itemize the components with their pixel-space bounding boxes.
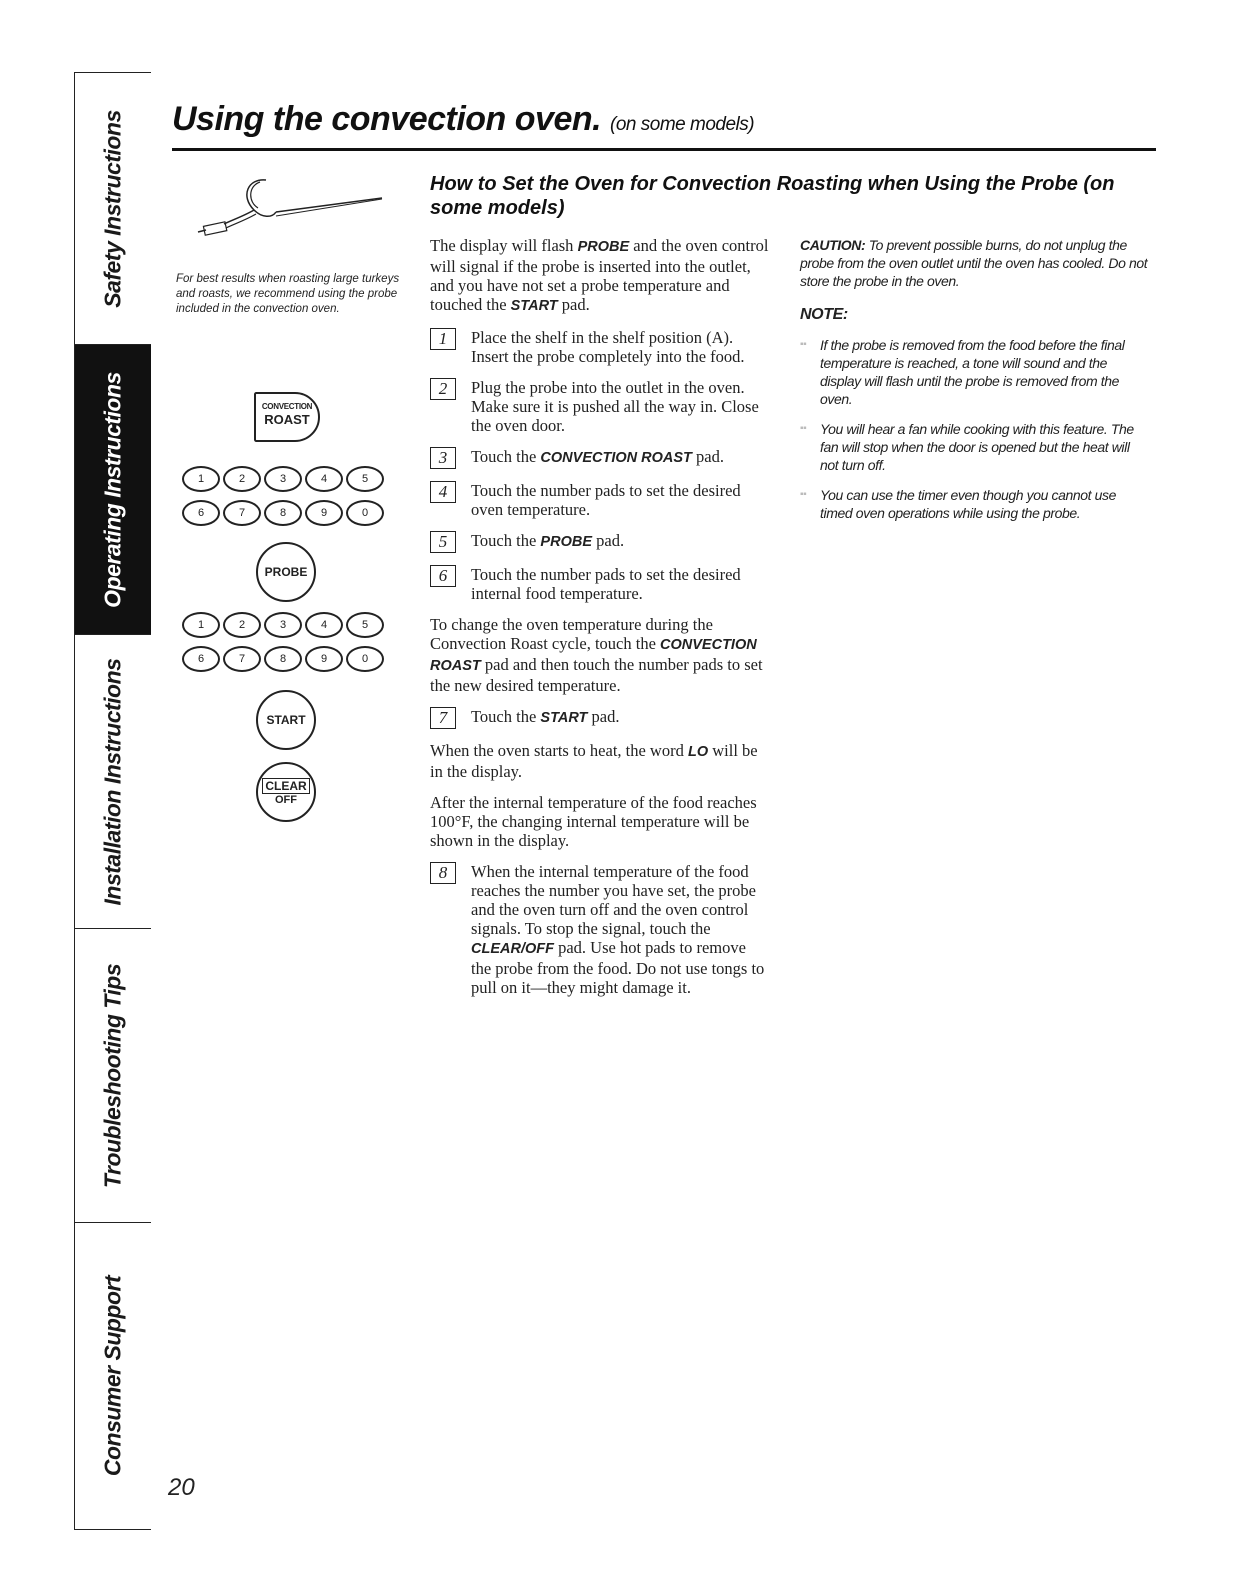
number-key[interactable]: 6 bbox=[182, 500, 220, 526]
bullet-icon: ▪▪ bbox=[800, 489, 807, 500]
step-5: 5 Touch the PROBE pad. bbox=[430, 531, 770, 553]
section-tabs bbox=[74, 72, 151, 1530]
step-3: 3 Touch the CONVECTION ROAST pad. bbox=[430, 447, 770, 469]
note-item: ▪▪ You can use the timer even though you cannot use timed oven operations while using the probe. bbox=[800, 487, 1117, 521]
number-key[interactable]: 4 bbox=[305, 612, 343, 638]
probe-caption: For best results when roasting large turkeys and roasts, we recommend using the probe included in the convection oven. bbox=[176, 273, 400, 315]
step-number: 3 bbox=[430, 447, 456, 469]
pad-label-small: CONVECTION bbox=[261, 402, 313, 411]
tab-label: Operating Instructions bbox=[99, 371, 126, 608]
page-number: 20 bbox=[168, 1474, 195, 1501]
number-pad-row bbox=[182, 466, 387, 492]
instructions-column bbox=[430, 236, 770, 1009]
step-number: 1 bbox=[430, 328, 456, 350]
step-number: 8 bbox=[430, 862, 456, 884]
title-main: Using the convection oven. bbox=[172, 100, 602, 138]
tab-label: Consumer Support bbox=[99, 1275, 126, 1477]
number-key[interactable]: 8 bbox=[264, 500, 302, 526]
change-temp-paragraph: To change the oven temperature during the Convection Roast cycle, touch the CONVECTION ROAST pad and then touch the number pads to set the new desired temperature. bbox=[430, 615, 763, 695]
note-item: ▪▪ If the probe is removed from the food before the final temperature is reached, a tone will sound and the display will flash until the probe is removed from the oven. bbox=[800, 337, 1125, 407]
caution-text: CAUTION: To prevent possible burns, do not unplug the probe from the oven outlet until the oven has cooled. Do not store the probe in the oven. bbox=[800, 237, 1148, 289]
number-key[interactable]: 4 bbox=[305, 466, 343, 492]
number-key[interactable]: 8 bbox=[264, 646, 302, 672]
caution-label: CAUTION: bbox=[800, 237, 866, 253]
number-pad-row bbox=[182, 612, 387, 638]
number-key[interactable]: 9 bbox=[305, 646, 343, 672]
start-pad[interactable] bbox=[256, 690, 316, 750]
pad-label: PROBE bbox=[264, 565, 308, 579]
step-number: 7 bbox=[430, 707, 456, 729]
step-1: 1 Place the shelf in the shelf position (A). Insert the probe completely into the food. bbox=[430, 328, 770, 366]
pad-label-big: ROAST bbox=[264, 412, 310, 427]
tab-troubleshooting-tips[interactable] bbox=[75, 929, 151, 1223]
number-key[interactable]: 5 bbox=[346, 612, 384, 638]
step-4: 4 Touch the number pads to set the desired oven temperature. bbox=[430, 481, 770, 519]
number-key[interactable]: 1 bbox=[182, 612, 220, 638]
number-key[interactable]: 1 bbox=[182, 466, 220, 492]
number-key[interactable]: 3 bbox=[264, 612, 302, 638]
number-key[interactable]: 9 bbox=[305, 500, 343, 526]
tab-operating-instructions[interactable] bbox=[75, 345, 151, 635]
bullet-icon: ▪▪ bbox=[800, 339, 807, 350]
page-title bbox=[172, 100, 754, 139]
number-key[interactable]: 5 bbox=[346, 466, 384, 492]
intro-paragraph: The display will flash PROBE and the oven control will signal if the probe is inserted into the outlet, and you have not set a probe temperature and touched the START pad. bbox=[430, 236, 769, 314]
tab-safety-instructions[interactable] bbox=[75, 73, 151, 345]
meat-probe-illustration bbox=[196, 176, 386, 248]
pad-label-top: CLEAR bbox=[262, 778, 309, 794]
step-number: 6 bbox=[430, 565, 456, 587]
pad-label: START bbox=[266, 713, 306, 727]
probe-pad[interactable] bbox=[256, 542, 316, 602]
step-8: 8 When the internal temperature of the food reaches the number you have set, the probe and the oven turn off and the oven control signals. To stop the signal, touch the CLEAR/OFF pad. Use hot pads to remove the probe from the food. Do not use tongs to pull on it—they might damage it. bbox=[430, 862, 770, 997]
heat-paragraph: When the oven starts to heat, the word LO will be in the display. bbox=[430, 741, 758, 781]
title-subtitle: (on some models) bbox=[610, 114, 755, 135]
step-6: 6 Touch the number pads to set the desired internal food temperature. bbox=[430, 565, 770, 603]
tab-label: Installation Instructions bbox=[99, 658, 126, 905]
section-heading: How to Set the Oven for Convection Roasting when Using the Probe (on some models) bbox=[430, 173, 1115, 219]
number-pad-row bbox=[182, 646, 387, 672]
tab-label: Troubleshooting Tips bbox=[99, 963, 126, 1188]
tab-installation-instructions[interactable] bbox=[75, 635, 151, 929]
pad-label-bottom: OFF bbox=[275, 794, 297, 806]
number-key[interactable]: 3 bbox=[264, 466, 302, 492]
number-pad-row bbox=[182, 500, 387, 526]
tab-label: Safety Instructions bbox=[99, 109, 126, 308]
clear-off-pad[interactable] bbox=[256, 762, 316, 822]
step-number: 4 bbox=[430, 481, 456, 503]
step-2: 2 Plug the probe into the outlet in the oven. Make sure it is pushed all the way in. Close the oven door. bbox=[430, 378, 770, 435]
note-heading: NOTE: bbox=[800, 306, 848, 323]
convection-roast-pad[interactable] bbox=[254, 392, 320, 442]
number-key[interactable]: 7 bbox=[223, 500, 261, 526]
number-key[interactable]: 2 bbox=[223, 612, 261, 638]
number-key[interactable]: 6 bbox=[182, 646, 220, 672]
notes-column bbox=[800, 236, 1148, 534]
step-number: 2 bbox=[430, 378, 456, 400]
header-rule bbox=[172, 148, 1156, 151]
tab-consumer-support[interactable] bbox=[75, 1223, 151, 1529]
note-item: ▪▪ You will hear a fan while cooking with this feature. The fan will stop when the door is opened but the heat will not turn off. bbox=[800, 421, 1134, 473]
bullet-icon: ▪▪ bbox=[800, 423, 807, 434]
step-7: 7 Touch the START pad. bbox=[430, 707, 770, 729]
after-paragraph: After the internal temperature of the food reaches 100°F, the changing internal temperature will be shown in the display. bbox=[430, 793, 757, 850]
number-key[interactable]: 0 bbox=[346, 646, 384, 672]
number-key[interactable]: 2 bbox=[223, 466, 261, 492]
step-number: 5 bbox=[430, 531, 456, 553]
number-key[interactable]: 0 bbox=[346, 500, 384, 526]
number-key[interactable]: 7 bbox=[223, 646, 261, 672]
